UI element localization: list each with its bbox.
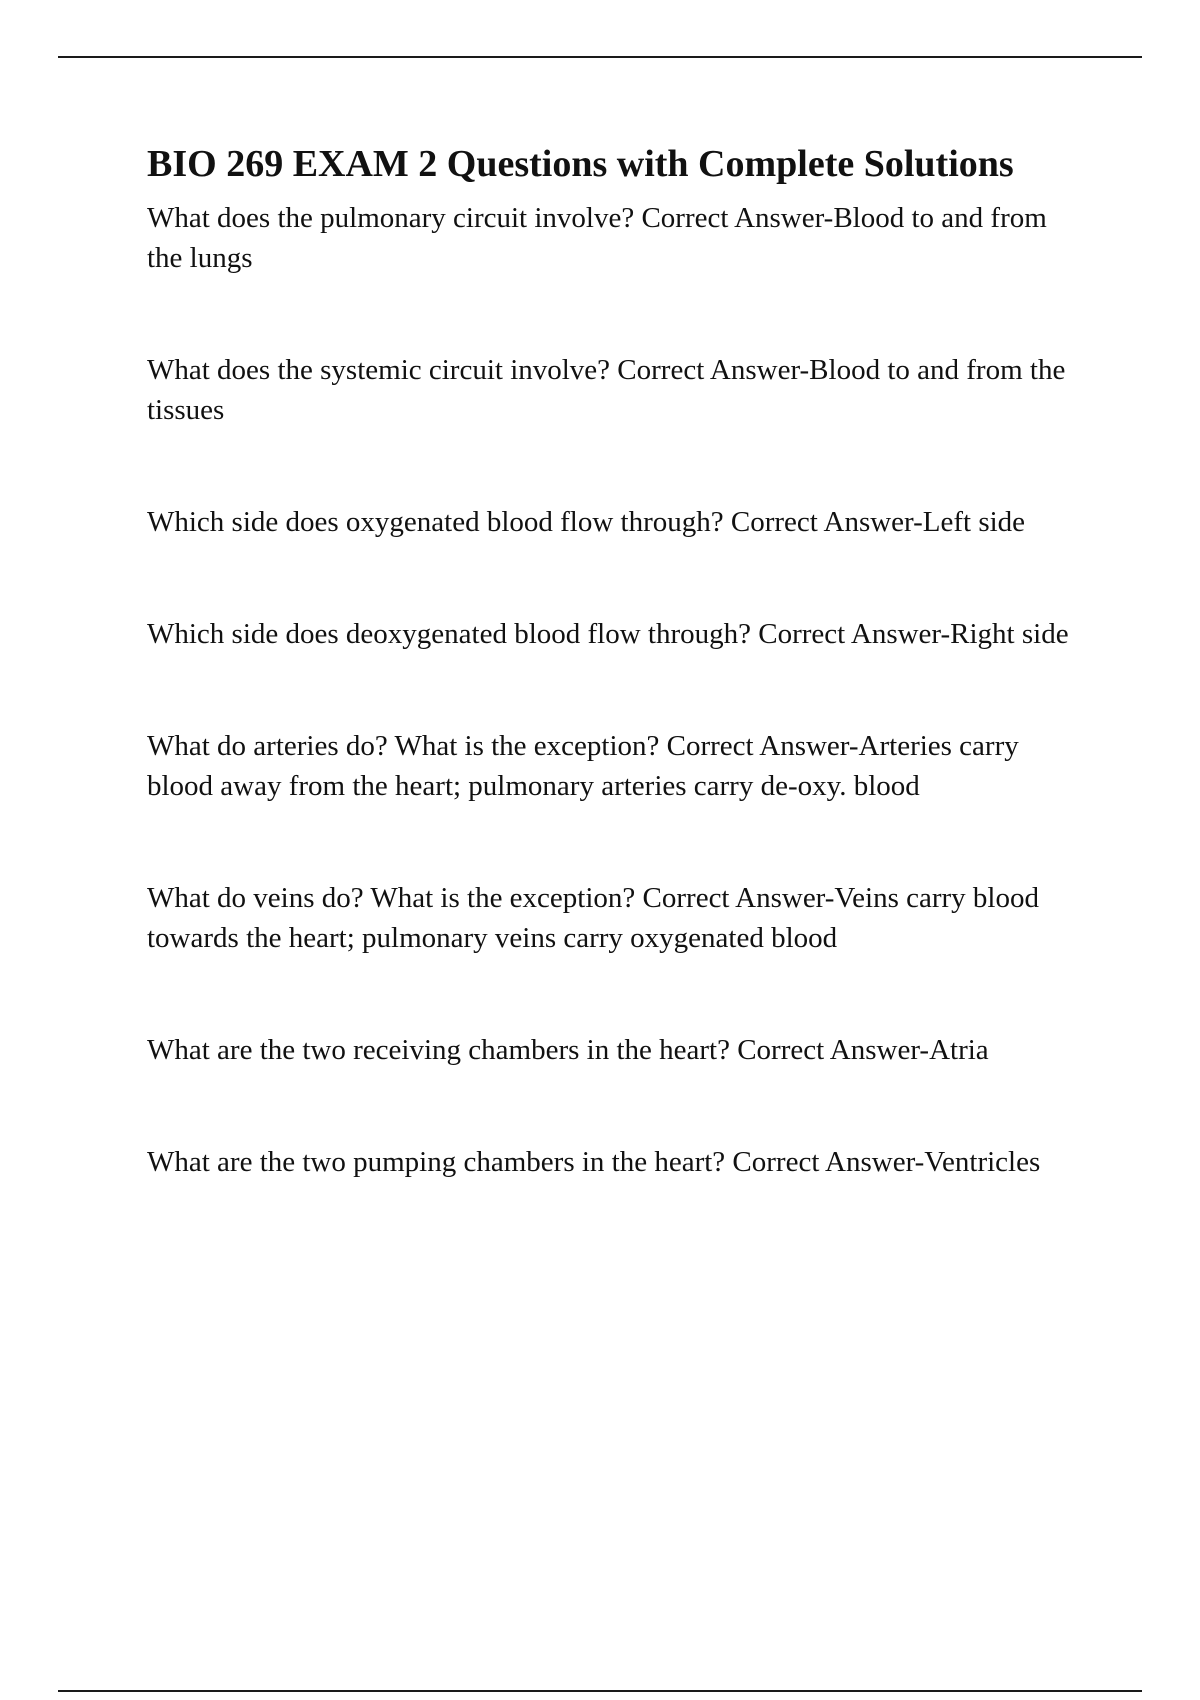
qa-item-2: What does the systemic circuit involve? Correct Answer-Blood to and from the tissues [147,354,1066,426]
header-rule [58,56,1142,58]
footer-rule [58,1690,1142,1692]
qa-item-4: Which side does deoxygenated blood flow through? Correct Answer-Right side [147,618,1069,650]
qa-item-6: What do veins do? What is the exception? Correct Answer-Veins carry blood towards the heart; pulmonary veins carry oxygenated blood [147,882,1039,954]
qa-item-7: What are the two receiving chambers in the heart? Correct Answer-Atria [147,1034,989,1066]
document-body [147,140,1087,1182]
qa-item-8: What are the two pumping chambers in the heart? Correct Answer-Ventricles [147,1146,1041,1178]
document-title: BIO 269 EXAM 2 Questions with Complete Solutions [147,143,1014,185]
qa-list [147,198,1087,1182]
qa-item-1: What does the pulmonary circuit involve? Correct Answer-Blood to and from the lungs [147,202,1047,274]
qa-item-5: What do arteries do? What is the exception? Correct Answer-Arteries carry blood away from the heart; pulmonary arteries carry de-oxy. blood [147,730,1019,802]
qa-item-3: Which side does oxygenated blood flow through? Correct Answer-Left side [147,506,1026,538]
